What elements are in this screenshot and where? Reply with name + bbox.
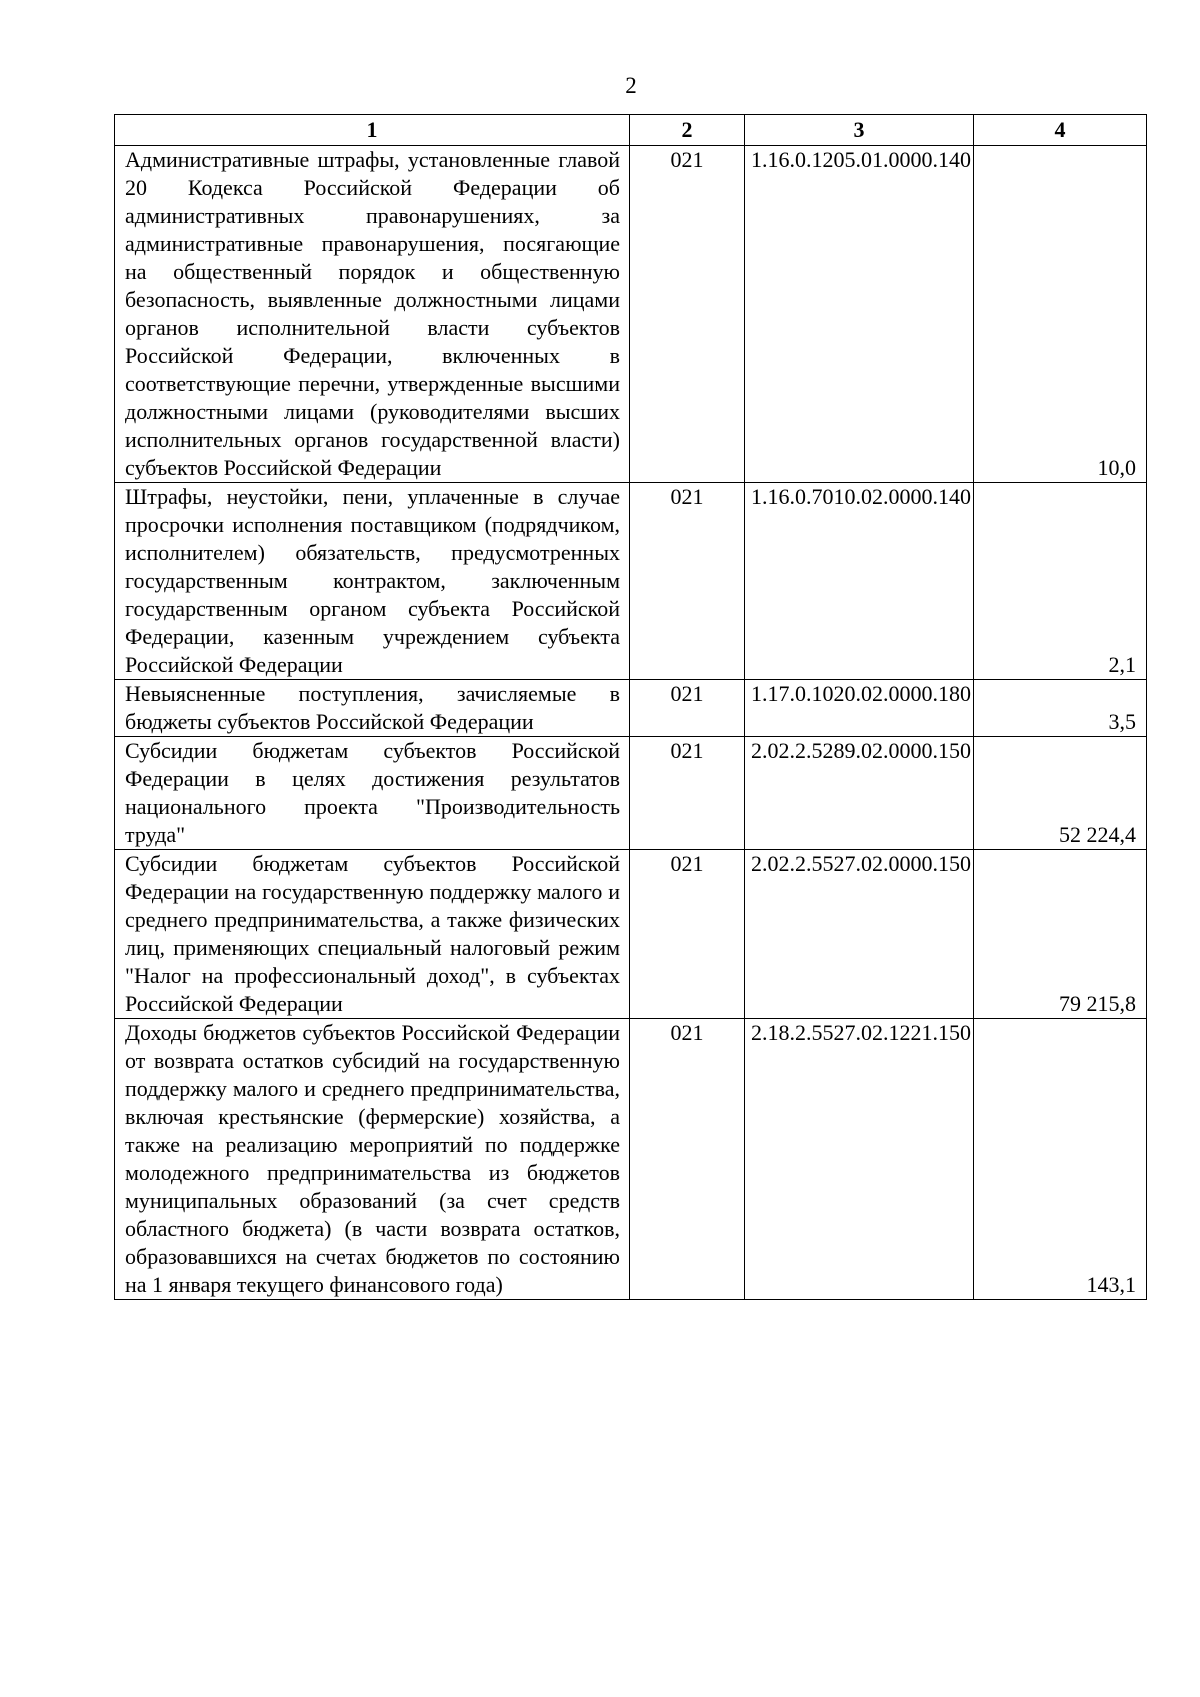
table-row <box>115 680 1147 737</box>
income-name-cell: Административные штрафы, установленные главой 20 Кодекса Российской Федерации об административных правонарушениях, за административные правонарушения, посягающие на общественный порядок и общественную безопасность, выявленные должностными лицами органов исполнительной власти субъектов Российской Федерации, включенных в соответствующие перечни, утвержденные высшими должностными лицами (руководителями высших исполнительных органов государственной власти) субъектов Российской Федерации <box>115 146 630 483</box>
table-row <box>115 850 1147 1019</box>
table-row <box>115 1019 1147 1300</box>
page-number: 2 <box>625 73 637 98</box>
table-body <box>115 146 1147 1300</box>
income-name-cell: Штрафы, неустойки, пени, уплаченные в случае просрочки исполнения поставщиком (подрядчиком, исполнителем) обязательств, предусмотренных государственным контрактом, заключенным государственным органом субъекта Российской Федерации, казенным учреждением субъекта Российской Федерации <box>115 483 630 680</box>
column-header-3: 3 <box>745 115 974 146</box>
admin-code-cell: 021 <box>630 680 745 737</box>
admin-code-cell: 021 <box>630 483 745 680</box>
classification-code-cell: 1.17.0.1020.02.0000.180 <box>745 680 974 737</box>
table-header <box>115 115 1147 146</box>
income-name-cell: Субсидии бюджетам субъектов Российской Федерации на государственную поддержку малого и среднего предпринимательства, а также физических лиц, применяющих специальный налоговый режим "Налог на профессиональный доход", в субъектах Российской Федерации <box>115 850 630 1019</box>
classification-code-cell: 1.16.0.1205.01.0000.140 <box>745 146 974 483</box>
admin-code-cell: 021 <box>630 850 745 1019</box>
amount-cell: 2,1 <box>974 483 1147 680</box>
amount-cell: 143,1 <box>974 1019 1147 1300</box>
income-name-cell: Доходы бюджетов субъектов Российской Федерации от возврата остатков субсидий на государственную поддержку малого и среднего предпринимательства, включая крестьянские (фермерские) хозяйства, а также на реализацию мероприятий по поддержке молодежного предпринимательства из бюджетов муниципальных образований (за счет средств областного бюджета) (в части возврата остатков, образовавшихся на счетах бюджетов по состоянию на 1 января текущего финансового года) <box>115 1019 630 1300</box>
budget-table <box>114 114 1147 1300</box>
amount-cell: 52 224,4 <box>974 737 1147 850</box>
classification-code-cell: 2.02.2.5527.02.0000.150 <box>745 850 974 1019</box>
admin-code-cell: 021 <box>630 146 745 483</box>
amount-cell: 79 215,8 <box>974 850 1147 1019</box>
column-header-2: 2 <box>630 115 745 146</box>
table-row <box>115 146 1147 483</box>
column-header-4: 4 <box>974 115 1147 146</box>
table-row <box>115 737 1147 850</box>
admin-code-cell: 021 <box>630 737 745 850</box>
amount-cell: 10,0 <box>974 146 1147 483</box>
admin-code-cell: 021 <box>630 1019 745 1300</box>
income-name-cell: Субсидии бюджетам субъектов Российской Федерации в целях достижения результатов национального проекта "Производительность труда" <box>115 737 630 850</box>
column-header-1: 1 <box>115 115 630 146</box>
classification-code-cell: 1.16.0.7010.02.0000.140 <box>745 483 974 680</box>
table-row <box>115 483 1147 680</box>
income-name-cell: Невыясненные поступления, зачисляемые в бюджеты субъектов Российской Федерации <box>115 680 630 737</box>
amount-cell: 3,5 <box>974 680 1147 737</box>
classification-code-cell: 2.02.2.5289.02.0000.150 <box>745 737 974 850</box>
classification-code-cell: 2.18.2.5527.02.1221.150 <box>745 1019 974 1300</box>
header-row <box>115 115 1147 146</box>
